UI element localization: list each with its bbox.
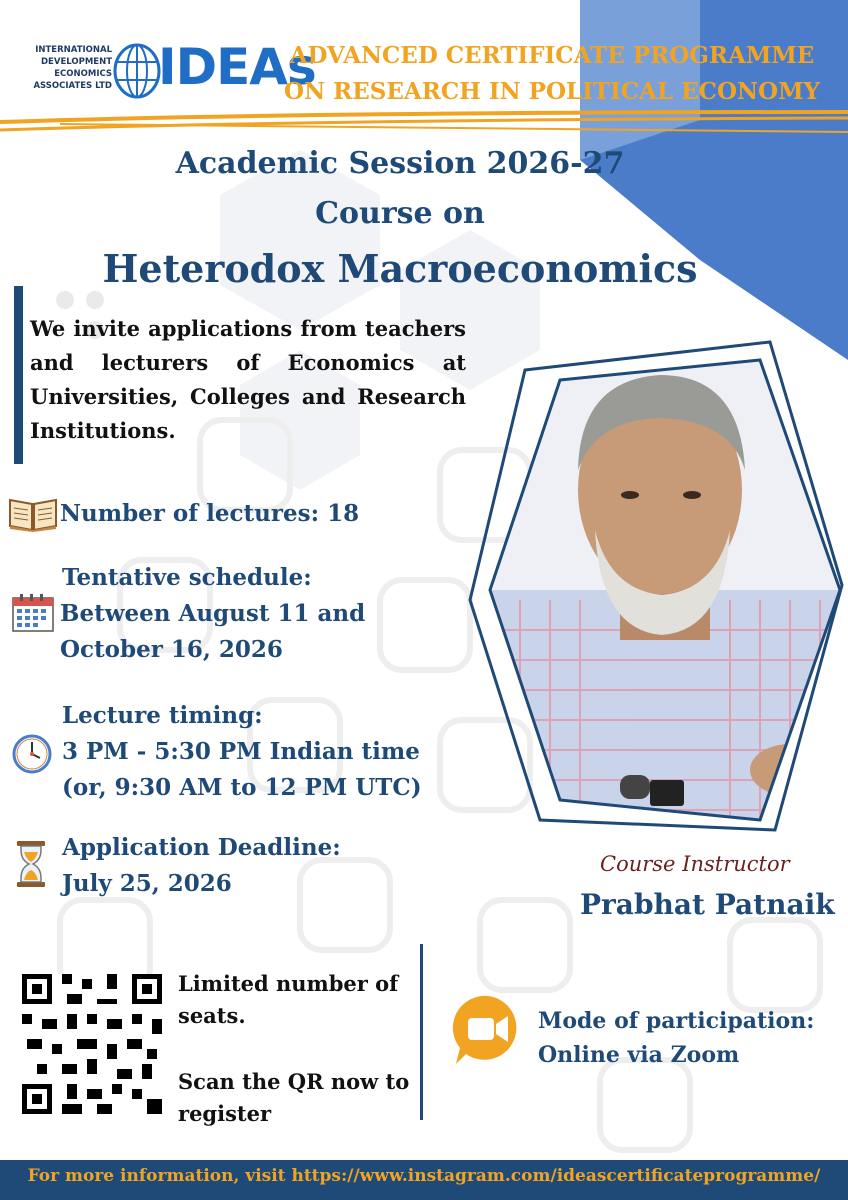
mode-info — [538, 1004, 814, 1072]
seats-text: Limited number of seats. — [178, 971, 399, 1028]
schedule-line2: October 16, 2026 — [60, 636, 283, 663]
mode-label: Mode of participation: — [538, 1008, 815, 1034]
invitation-text: We invite applications from teachers and lecturers of Economics at Universities, Colleges and Research Institutions. — [30, 316, 466, 443]
schedule-label: Tentative schedule: — [62, 564, 312, 591]
org-line: ECONOMICS — [54, 69, 112, 79]
instructor-name: Prabhat Patnaik — [580, 888, 835, 921]
org-line: DEVELOPMENT — [41, 57, 112, 67]
seats-info — [178, 968, 418, 1130]
book-icon — [8, 496, 58, 532]
course-name: Heterodox Macroeconomics — [102, 246, 698, 291]
globe-icon — [112, 42, 162, 100]
instructor-caption: Course Instructor — [600, 852, 790, 876]
timing-line2: (or, 9:30 AM to 12 PM UTC) — [62, 774, 422, 801]
hourglass-icon — [16, 840, 46, 888]
mode-value: Online via Zoom — [538, 1042, 740, 1068]
org-name — [20, 44, 112, 92]
instructor-photo — [430, 330, 848, 850]
calendar-icon — [12, 594, 54, 632]
timing-label: Lecture timing: — [62, 702, 263, 729]
course-on: Course on — [315, 196, 485, 231]
accent-bar — [14, 286, 23, 464]
schedule-line1: Between August 11 and — [60, 600, 366, 627]
org-line: ASSOCIATES LTD — [33, 81, 112, 91]
lectures-count: Number of lectures: 18 — [60, 500, 360, 527]
logo-word: IDEAs — [158, 38, 316, 96]
programme-title — [272, 38, 832, 110]
qr-code-icon[interactable] — [22, 974, 162, 1114]
clock-icon — [12, 734, 52, 774]
scan-text: Scan the QR now to register — [178, 1069, 410, 1126]
deadline-label: Application Deadline: — [62, 834, 341, 861]
programme-title-line1: ADVANCED CERTIFICATE PROGRAMME — [289, 42, 815, 69]
footer-link[interactable]: For more information, visit https://www.instagram.com/ideascertificateprogramme/ — [27, 1166, 821, 1186]
session-title: Academic Session 2026-27 — [175, 146, 625, 181]
deadline-date: July 25, 2026 — [62, 870, 232, 897]
programme-title-line2: ON RESEARCH IN POLITICAL ECONOMY — [284, 78, 820, 105]
org-line: INTERNATIONAL — [35, 45, 112, 55]
video-camera-icon — [452, 994, 524, 1066]
divider — [420, 944, 423, 1120]
timing-line1: 3 PM - 5:30 PM Indian time — [62, 738, 420, 765]
